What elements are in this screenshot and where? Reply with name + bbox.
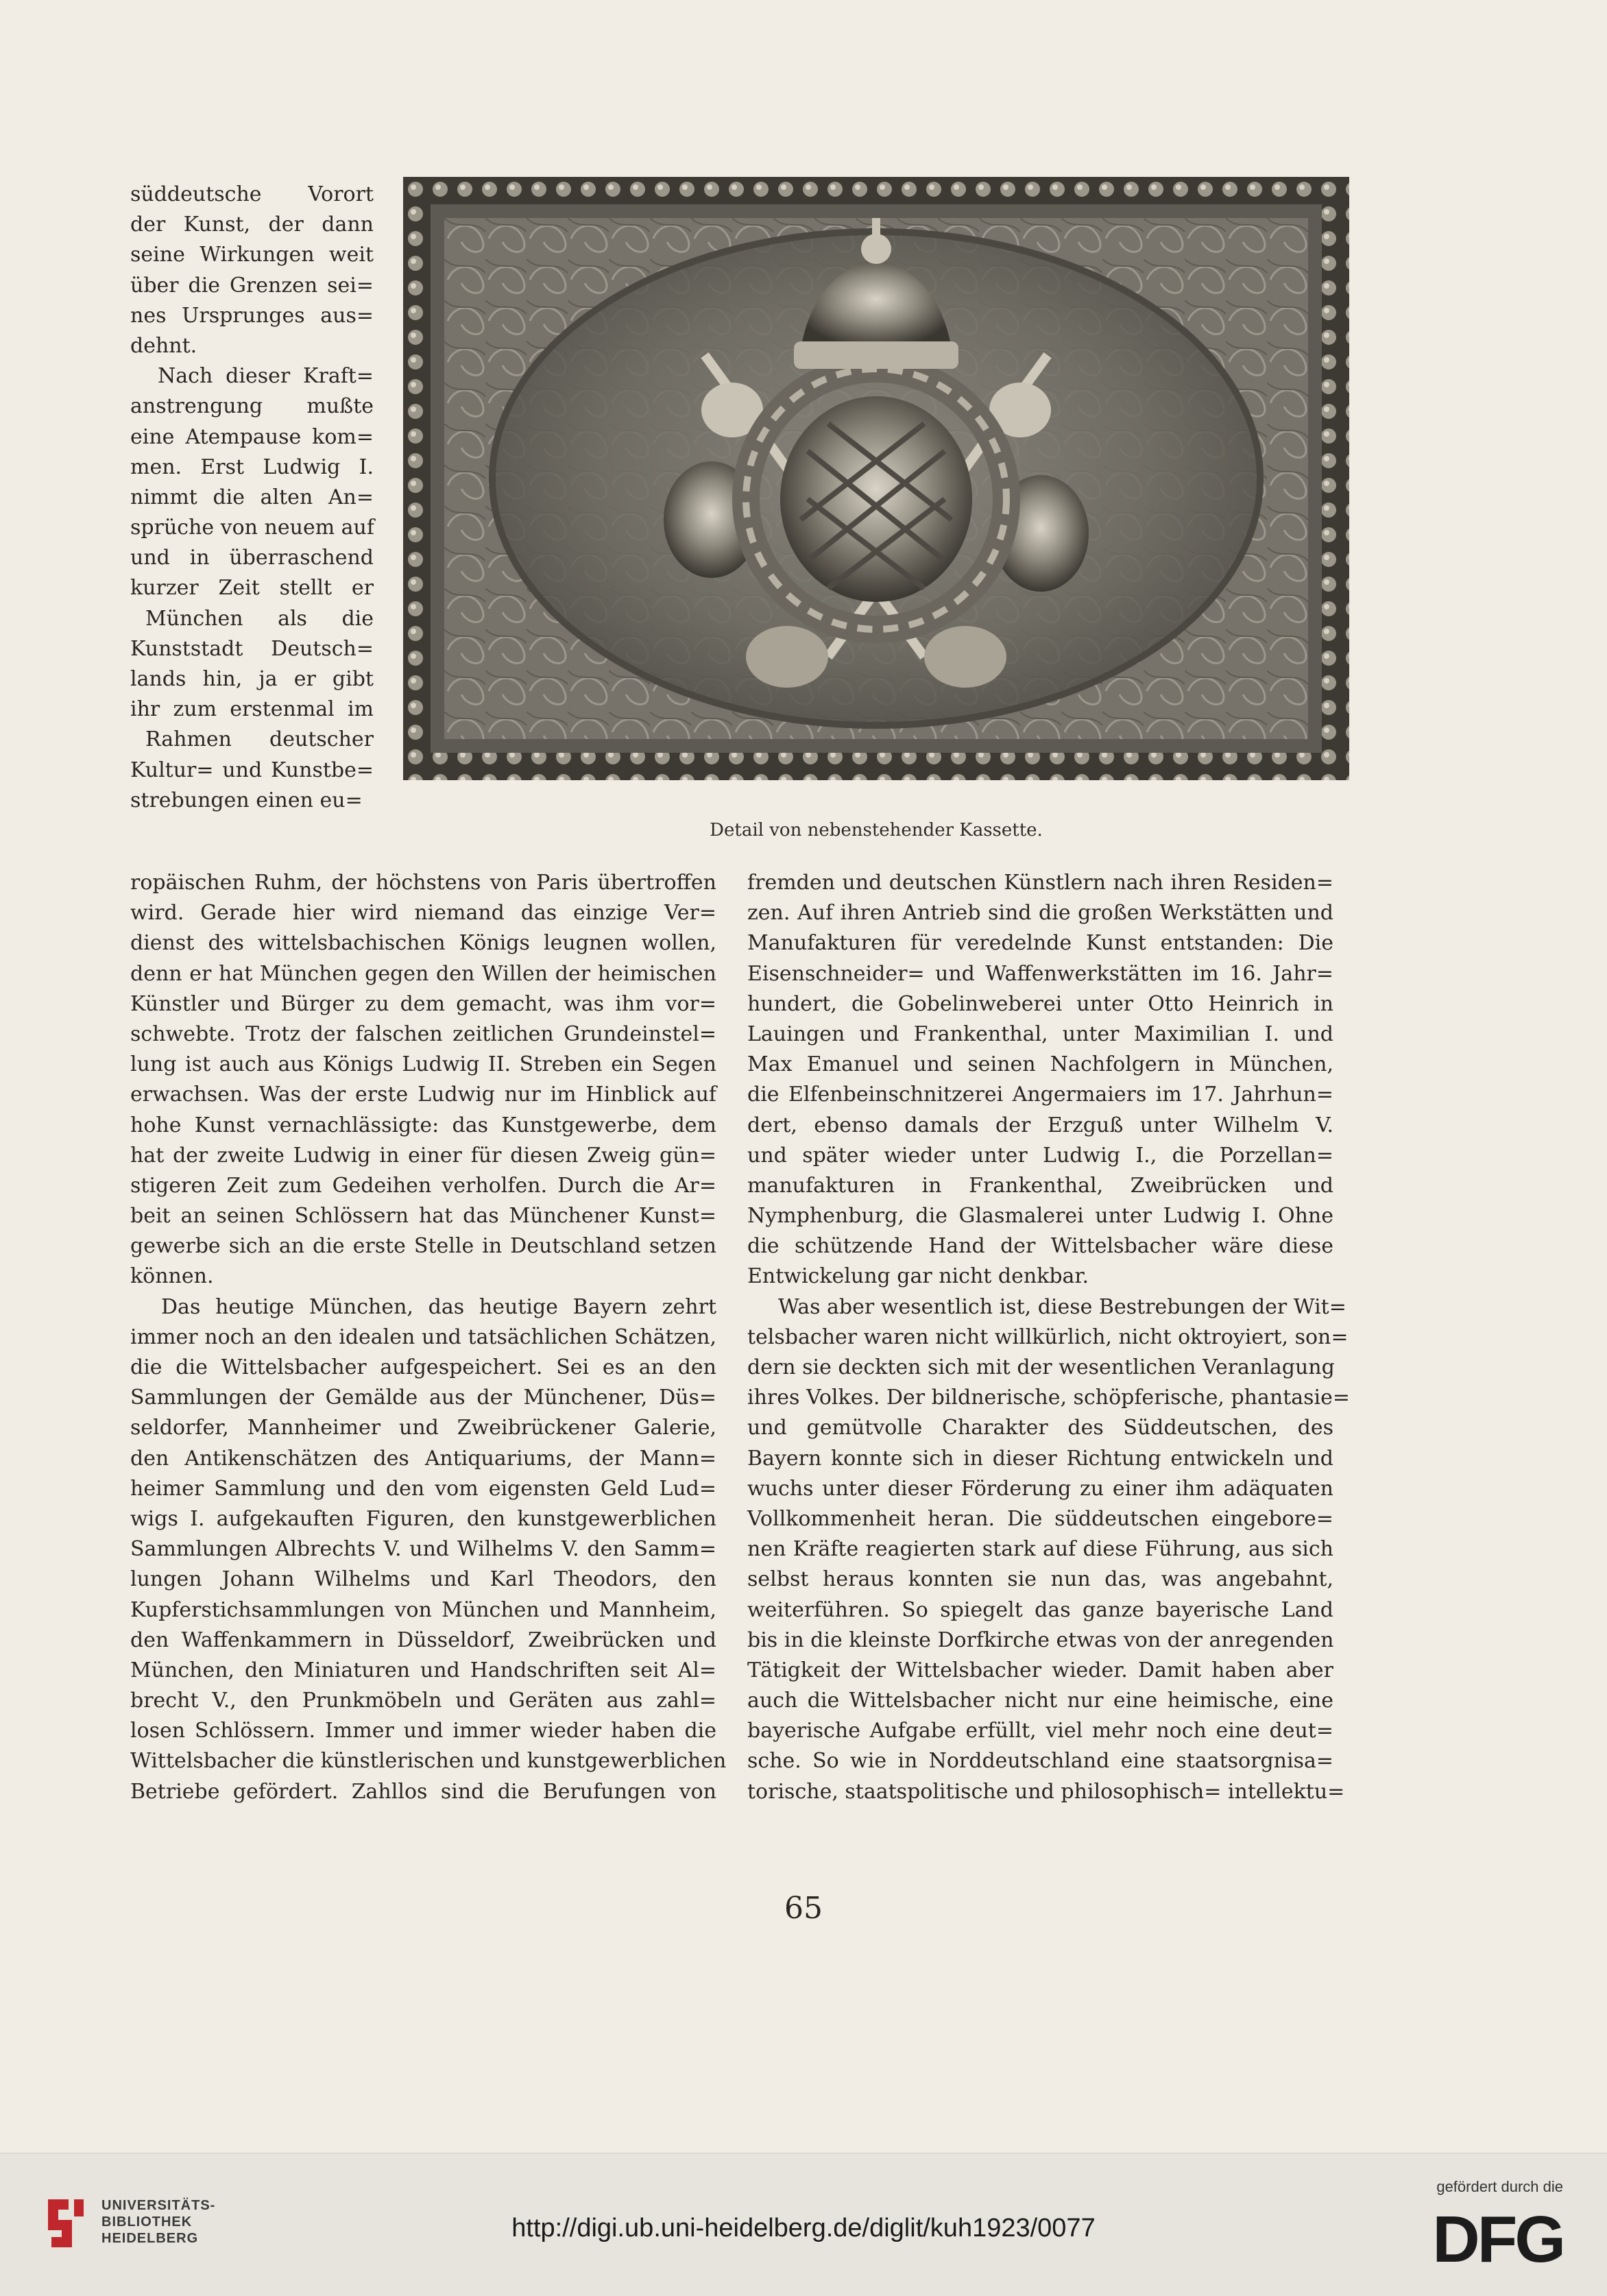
text-line: Vollkommenheit heran. Die süddeutschen eingebore= [747,1506,1333,1531]
text-line: gewerbe sich an die erste Stelle in Deutschland setzen [130,1234,716,1259]
text-line: Wittelsbacher die künstlerischen und kunstgewerblichen [130,1749,727,1774]
footer-bar [0,2153,1607,2296]
text-line: beit an seinen Schlössern hat das Münchener Kunst= [130,1204,716,1229]
text-line: strebungen einen eu= [130,788,363,812]
casket-relief-illustration [403,177,1349,780]
text-line: Das heutige München, das heutige Bayern zehrt [161,1294,716,1319]
text-line: kurzer Zeit stellt er [130,576,374,601]
text-line: lands hin, ja er gibt [130,667,374,691]
text-line: Manufakturen für veredelnde Kunst entstanden: Die [747,931,1333,956]
text-line: manufakturen in Frankenthal, Zweibrücken und [747,1173,1333,1198]
text-line: Betriebe gefördert. Zahllos sind die Berufungen von [130,1779,716,1804]
text-line: nen Kräfte reagierten stark auf diese Führung, aus sich [747,1537,1333,1562]
left-text-column [130,868,727,1807]
text-line: hundert, die Gobelinweberei unter Otto Heinrich in [747,991,1333,1016]
text-line: und in überraschend [130,546,374,570]
library-name-line: UNIVERSITÄTS- [101,2198,216,2213]
text-line: Tätigkeit der Wittelsbacher wieder. Damit haben aber [747,1658,1333,1682]
text-line: und gemütvolle Charakter des Süddeutschen, des [747,1416,1333,1440]
text-line: nimmt die alten An= [130,485,374,509]
text-line: Entwickelung gar nicht denkbar. [747,1264,1089,1289]
text-line: lungen Johann Wilhelms und Karl Theodors, den [130,1567,716,1592]
text-line: der Kunst, der dann [130,213,374,237]
text-line: Lauingen und Frankenthal, unter Maximilian I. und [747,1022,1333,1046]
text-line: fremden und deutschen Künstlern nach ihren Residen= [747,871,1333,895]
text-line: schwebte. Trotz der falschen zeitlichen Grundeinstel= [130,1022,716,1046]
document-url-link[interactable]: http://digi.ub.uni-heidelberg.de/diglit/kuh1923/0077 [511,2214,1096,2243]
text-line: wigs I. aufgekauften Figuren, den kunstgewerblichen [130,1506,716,1531]
text-line: Sammlungen Albrechts V. und Wilhelms V. den Samm= [130,1537,716,1562]
photo-caption: Detail von nebenstehender Kassette. [710,820,1043,841]
text-line: den Waffenkammern in Düsseldorf, Zweibrücken und [130,1628,716,1652]
text-line: erwachsen. Was der erste Ludwig nur im Hinblick auf [130,1083,716,1107]
text-line: Rahmen deutscher [145,727,374,752]
text-line: anstrengung mußte [130,394,374,419]
text-line: wuchs unter dieser Förderung zu einer ihm adäquaten [747,1476,1333,1501]
library-name-line: HEIDELBERG [101,2231,199,2246]
text-line: selbst heraus konnten sie nun das, was angebahnt, [747,1567,1333,1592]
text-line: weiterführen. So spiegelt das ganze bayerische Land [747,1597,1333,1622]
text-line: die Elfenbeinschnitzerei Angermaiers im 17. Jahrhun= [747,1083,1333,1107]
text-line: Eisenschneider= und Waffenwerkstätten im 16. Jahr= [747,961,1333,986]
text-line: ropäischen Ruhm, der höchstens von Paris übertroffen [130,871,716,895]
text-line: hat der zweite Ludwig in einer für diesen Zweig gün= [130,1143,716,1168]
text-line: bis in die kleinste Dorfkirche etwas von der anregenden [747,1628,1334,1652]
text-line: Sammlungen der Gemälde aus der Münchener, Düs= [130,1386,716,1410]
text-line: die die Wittelsbacher aufgespeichert. Sei es an den [130,1355,716,1379]
library-name-line: BIBLIOTHEK [101,2214,193,2229]
text-line: lung ist auch aus Königs Ludwig II. Streben ein Segen [130,1052,716,1077]
text-line: stigeren Zeit zum Gedeihen verholfen. Durch die Ar= [130,1173,716,1198]
text-line: Bayern konnte sich in dieser Richtung entwickeln und [747,1446,1333,1471]
text-line: die schützende Hand der Wittelsbacher wäre diese [747,1234,1333,1259]
text-line: heimer Sammlung und den vom eigensten Geld Lud= [130,1476,716,1501]
text-line: denn er hat München gegen den Willen der heimischen [130,961,716,986]
text-line: Nach dieser Kraft= [158,364,374,389]
text-line: Was aber wesentlich ist, diese Bestrebungen der Wit= [778,1294,1346,1319]
text-line: dert, ebenso damals der Erzguß unter Wilhelm V. [747,1113,1333,1137]
text-line: sprüche von neuem auf [130,516,374,540]
text-line: ihr zum erstenmal im [130,697,374,722]
text-line: seine Wirkungen weit [130,243,374,267]
narrow-text-column [130,180,374,816]
funding-note: gefördert durch die [1436,2178,1563,2195]
casket-detail-photo [403,177,1349,780]
text-line: losen Schlössern. Immer und immer wieder haben die [130,1719,716,1743]
text-line: men. Erst Ludwig I. [130,455,374,479]
dfg-logo: DFG [1432,2203,1563,2276]
page-number: 65 [784,1891,823,1926]
text-line: dern sie deckten sich mit der wesentlichen Veranlagung [747,1355,1335,1379]
text-line: dienst des wittelsbachischen Königs leugnen wollen, [130,931,716,956]
text-line: immer noch an den idealen und tatsächlichen Schätzen, [130,1325,716,1349]
text-line: München als die [145,606,374,631]
text-line: über die Grenzen sei= [130,273,374,298]
text-line: ihres Volkes. Der bildnerische, schöpferische, phantasie= [747,1386,1351,1410]
text-line: Max Emanuel und seinen Nachfolgern in München, [747,1052,1333,1077]
text-line: sche. So wie in Norddeutschland eine staatsorgnisa= [747,1749,1333,1774]
text-line: telsbacher waren nicht willkürlich, nicht oktroyiert, son= [747,1325,1349,1349]
text-line: Kunststadt Deutsch= [130,636,374,661]
text-line: Kupferstichsammlungen von München und Mannheim, [130,1597,716,1622]
text-line: bayerische Aufgabe erfüllt, viel mehr noch eine deut= [747,1719,1333,1743]
text-line: Nymphenburg, die Glasmalerei unter Ludwig I. Ohne [747,1204,1333,1229]
text-line: brecht V., den Prunkmöbeln und Geräten aus zahl= [130,1689,716,1713]
text-line: den Antikenschätzen des Antiquariums, der Mann= [130,1446,716,1471]
text-line: dehnt. [130,333,197,358]
text-line: seldorfer, Mannheimer und Zweibrückener Galerie, [130,1416,716,1440]
text-line: zen. Auf ihren Antrieb sind die großen Werkstätten und [747,901,1333,926]
text-line: hohe Kunst vernachlässigte: das Kunstgewerbe, dem [130,1113,716,1137]
text-line: wird. Gerade hier wird niemand das einzige Ver= [130,901,716,926]
text-line: eine Atempause kom= [130,424,374,449]
text-line: und später wieder unter Ludwig I., die Porzellan= [747,1143,1333,1168]
text-line: Kultur= und Kunstbe= [130,758,374,782]
text-line: München, den Miniaturen und Handschriften seit Al= [130,1658,716,1682]
right-text-column [747,868,1351,1807]
text-line: Künstler und Bürger zu dem gemacht, was ihm vor= [130,991,716,1016]
text-line: auch die Wittelsbacher nicht nur eine heimische, eine [747,1689,1333,1713]
text-line: nes Ursprunges aus= [130,303,374,328]
text-line: torische, staatspolitische und philosophisch= intellektu= [747,1779,1345,1804]
text-line: süddeutsche Vorort [130,182,374,206]
text-line: können. [130,1264,214,1289]
